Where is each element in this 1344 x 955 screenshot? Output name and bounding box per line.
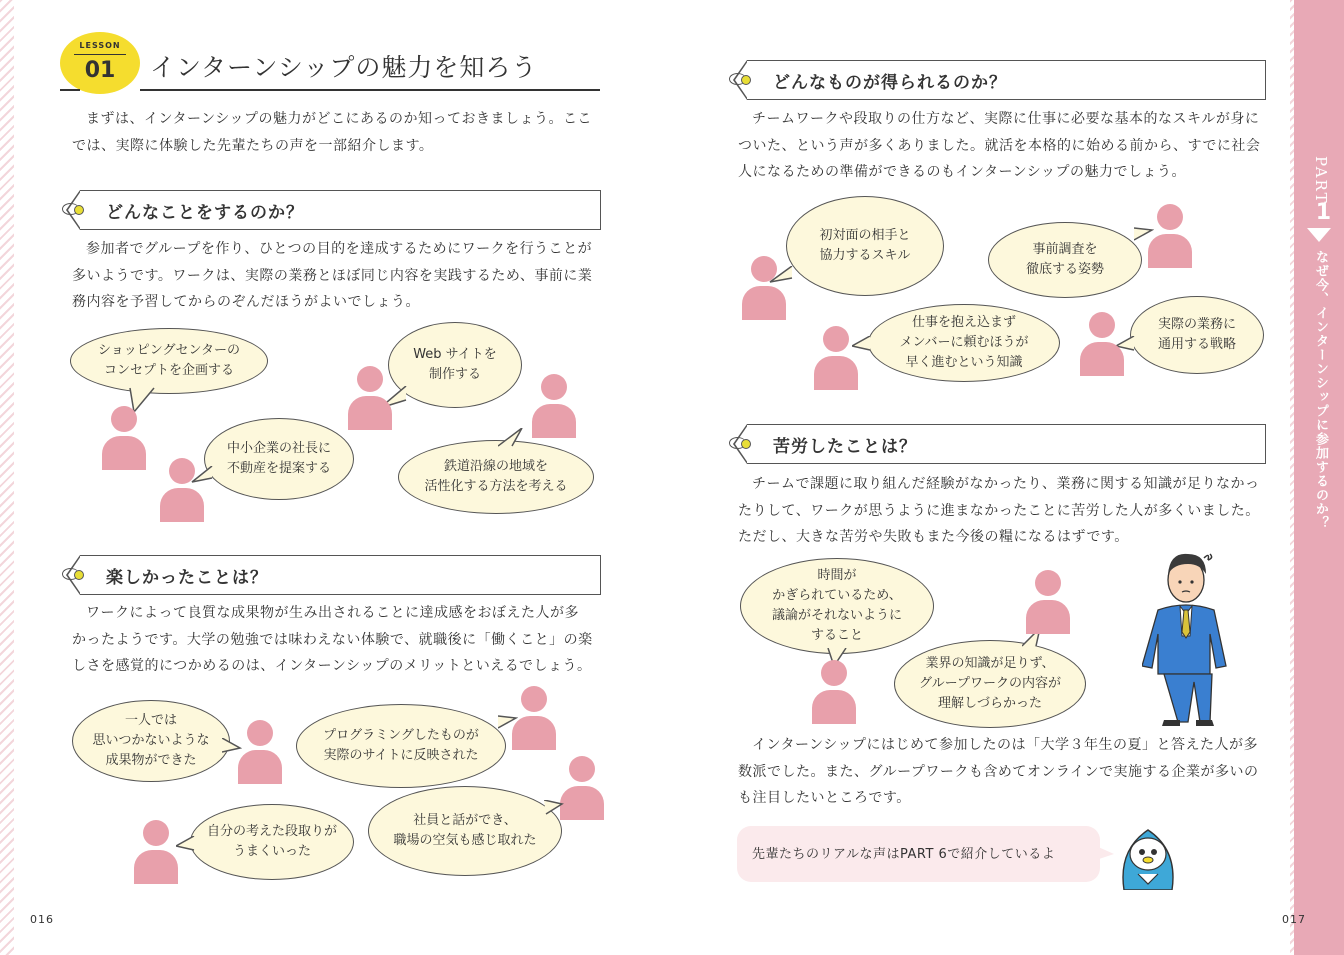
- note-text: 先輩たちのリアルな声はPART 6で紹介しているよ: [752, 847, 1056, 862]
- text-line: かったようです。大学の勉強では味わえない体験で、就職後に「働くこと」の楽: [72, 631, 593, 648]
- tag-hole-icon: [741, 75, 751, 85]
- text-line: 人になるための準備ができるのもインターンシップの魅力でしょう。: [738, 164, 1187, 180]
- person-icon: [1148, 204, 1192, 268]
- person-icon: [1080, 312, 1124, 376]
- speech-bubble: プログラミングしたものが 実際のサイトに反映された: [296, 704, 506, 788]
- person-icon: [238, 720, 282, 784]
- lesson-title: インターンシップの魅力を知ろう: [150, 53, 538, 82]
- businessman-illustration: [1142, 548, 1234, 730]
- bubble-tail: [176, 836, 196, 854]
- title-rule: [140, 89, 600, 91]
- heading-text: 苦労したことは？: [773, 437, 917, 457]
- section2-paragraph: [72, 600, 612, 680]
- speech-bubble: 実際の業務に 通用する戦略: [1130, 296, 1264, 374]
- text-line: も注目したいところです。: [738, 790, 911, 806]
- lesson-number: 01: [84, 58, 116, 83]
- person-icon: [102, 406, 146, 470]
- tag-hole-icon: [74, 570, 84, 580]
- speech-bubble: 鉄道沿線の地域を 活性化する方法を考える: [398, 440, 594, 514]
- heading-text: 楽しかったことは？: [106, 568, 268, 588]
- text-line: ワークによって良質な成果物が生み出されることに達成感をおぼえた人が多: [86, 605, 579, 621]
- speech-bubble: 自分の考えた段取りが うまくいった: [190, 804, 354, 880]
- person-icon: [560, 756, 604, 820]
- bubble-tail: [222, 738, 242, 756]
- person-icon: [1026, 570, 1070, 634]
- lesson-label: LESSON: [79, 41, 121, 50]
- text-line: インターンシップにはじめて参加したのは「大学３年生の夏」と答えた人が多: [752, 737, 1259, 753]
- text-line: まずは、インターンシップの魅力がどこにあるのか知っておきましょう。ここ: [86, 111, 593, 127]
- part-side-tab: [1294, 0, 1344, 955]
- lesson-divider: [74, 54, 126, 55]
- section-heading-fun: [80, 555, 601, 595]
- speech-bubble: 初対面の相手と 協力するスキル: [786, 196, 944, 296]
- page-number-left: 016: [30, 913, 54, 926]
- speech-bubble: ショッピングセンターの コンセプトを企画する: [70, 328, 268, 394]
- person-icon: [348, 366, 392, 430]
- text-line: チームで課題に取り組んだ経験がなかったり、業務に関する知識が足りなかっ: [752, 476, 1260, 492]
- tag-hole-icon: [74, 205, 84, 215]
- part-arrow-icon: [1307, 228, 1331, 242]
- section4-paragraph: [738, 471, 1278, 551]
- speech-bubble: 仕事を抱え込まず メンバーに頼むほうが 早く進むという知識: [868, 304, 1060, 382]
- speech-bubble: 事前調査を 徹底する姿勢: [988, 222, 1142, 298]
- text-line: 参加者でグループを作り、ひとつの目的を達成するためにワークを行うことが: [86, 241, 593, 257]
- section-heading-hardships: [747, 424, 1266, 464]
- section3-paragraph: [738, 106, 1278, 186]
- person-icon: [814, 326, 858, 390]
- part-title: なぜ今、インターンシップに参加するのか？: [1313, 250, 1328, 530]
- part-number: 1: [1315, 200, 1331, 225]
- penguin-mascot-icon: [1114, 824, 1184, 890]
- speech-bubble: 中小企業の社長に 不動産を提案する: [204, 418, 354, 500]
- speech-bubble: 社員と話ができ、 職場の空気も感じ取れた: [368, 786, 562, 876]
- person-icon: [134, 820, 178, 884]
- text-line: 数派でした。また、グループワークも含めてオンラインで実施する企業が多いの: [738, 763, 1259, 780]
- person-icon: [812, 660, 856, 724]
- section-heading-gains: [747, 60, 1266, 100]
- text-line: チームワークや段取りの仕方など、実際に仕事に必要な基本的なスキルが身に: [752, 111, 1260, 127]
- person-icon: [160, 458, 204, 522]
- text-line: しさを感覚的につかめるのは、インターンシップのメリットといえるでしょう。: [72, 658, 592, 674]
- text-line: ただし、大きな苦労や失敗もまた今後の糧になるはずです。: [738, 529, 1129, 545]
- text-line: 務内容を予習してからのぞんだほうがよいでしょう。: [72, 294, 420, 310]
- speech-bubble: 業界の知識が足りず、 グループワークの内容が 理解しづらかった: [894, 640, 1086, 728]
- person-icon: [742, 256, 786, 320]
- title-rule-left: [60, 89, 80, 91]
- closing-paragraph: [738, 732, 1278, 812]
- bubble-tail: [498, 428, 524, 448]
- person-icon: [512, 686, 556, 750]
- heading-text: どんなことをするのか？: [106, 203, 304, 223]
- note-tail: [1096, 846, 1116, 862]
- page-edge-pattern: [0, 0, 14, 955]
- part-label: PART: [1312, 156, 1330, 205]
- person-icon: [532, 374, 576, 438]
- text-line: 多いようです。ワークは、実際の業務とほぼ同じ内容を実践するため、事前に業: [72, 267, 593, 284]
- text-line: では、実際に体験した先輩たちの声を一部紹介します。: [72, 137, 434, 154]
- section1-paragraph: [72, 236, 612, 316]
- speech-bubble: Web サイトを 制作する: [388, 322, 522, 408]
- section-heading-what: [80, 190, 601, 230]
- bubble-tail: [544, 800, 564, 818]
- intro-paragraph: [72, 106, 612, 159]
- heading-text: どんなものが得られるのか？: [773, 73, 1007, 93]
- speech-bubble: 一人では 思いつかないような 成果物ができた: [72, 700, 230, 782]
- tag-hole-icon: [741, 439, 751, 449]
- page-number-right: 017: [1282, 913, 1306, 926]
- speech-bubble: 時間が かぎられているため、 議論がそれないように すること: [740, 558, 934, 654]
- text-line: ついた、という声が多くありました。就活を本格的に始める前から、すでに社会: [738, 137, 1261, 154]
- text-line: たりして、ワークが思うように進まなかったことに苦労した人が多くいました。: [738, 502, 1260, 519]
